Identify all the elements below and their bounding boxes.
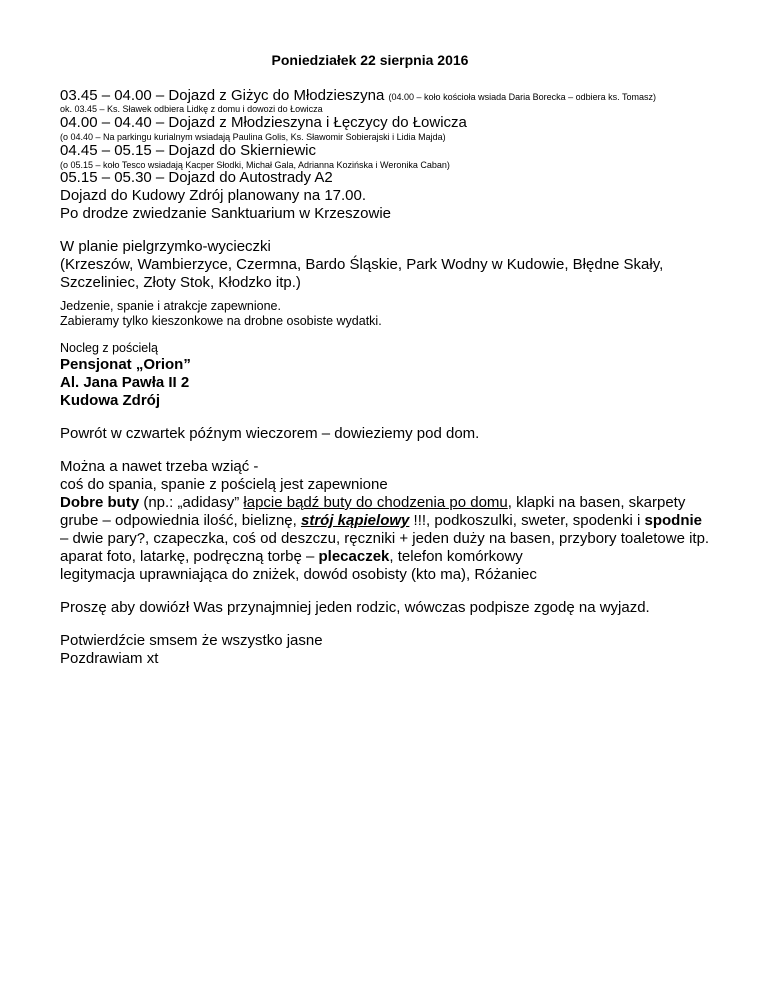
- schedule-line-3: 04.45 – 05.15 – Dojazd do Skierniewic: [60, 142, 316, 159]
- packing-line-7: legitymacja uprawniająca do zniżek, dowód osobisty (kto ma), Różaniec: [60, 566, 537, 583]
- schedule-line-1-note: (04.00 – koło kościoła wsiada Daria Borecka – odbiera ks. Tomasz): [388, 92, 656, 102]
- info-line-1: Jedzenie, spanie i atrakcje zapewnione.: [60, 299, 281, 313]
- info-line-2: Zabieramy tylko kieszonkowe na drobne osobiste wydatki.: [60, 314, 382, 328]
- closing-line-1: Potwierdźcie smsem że wszystko jasne: [60, 632, 323, 649]
- packing-line-2: coś do spania, spanie z pościelą jest zapewnione: [60, 476, 388, 493]
- packing-intro: Można a nawet trzeba wziąć -: [60, 458, 259, 475]
- lodging-name: Pensjonat „Orion”: [60, 356, 191, 373]
- plan-places-2: Szczeliniec, Złoty Stok, Kłodzko itp.): [60, 274, 301, 291]
- plan-heading: W planie pielgrzymko-wycieczki: [60, 238, 271, 255]
- schedule-line-1-main: 03.45 – 04.00 – Dojazd z Giżyc do Młodzieszyna: [60, 87, 385, 104]
- shoes-bold: Dobre buty: [60, 494, 140, 511]
- slippers-underlined: łapcie bądź buty do chodzenia po domu: [243, 494, 508, 511]
- trousers-bold: spodnie: [644, 512, 703, 529]
- lodging-street: Al. Jana Pawła II 2: [60, 374, 190, 391]
- packing-line-6-b: , telefon komórkowy: [389, 548, 523, 565]
- after-slippers: , klapki na basen, skarpety: [507, 494, 686, 511]
- packing-line-4: [60, 512, 740, 530]
- schedule-note-1: ok. 03.45 – Ks. Sławek odbiera Lidkę z domu i dowozi do Łowicza: [60, 104, 323, 114]
- shoes-text: (np.: „adidasy”: [139, 494, 244, 511]
- lodging-city: Kudowa Zdrój: [60, 392, 160, 409]
- page-title: Poniedziałek 22 sierpnia 2016: [271, 52, 469, 68]
- packing-line-4-a: grube – odpowiednia ilość, bieliznę,: [60, 512, 301, 529]
- backpack-bold: plecaczek: [318, 548, 390, 565]
- schedule-line-2: 04.00 – 04.40 – Dojazd z Młodzieszyna i Łęczycy do Łowicza: [60, 114, 467, 131]
- return-info: Powrót w czwartek późnym wieczorem – dowieziemy pod dom.: [60, 425, 480, 442]
- closing-line-2: Pozdrawiam xt: [60, 650, 159, 667]
- packing-line-4-b: !!!, podkoszulki, sweter, spodenki i: [409, 512, 645, 529]
- schedule-line-1: [60, 87, 740, 105]
- plan-places-1: (Krzeszów, Wambierzyce, Czermna, Bardo Śląskie, Park Wodny w Kudowie, Błędne Skały,: [60, 256, 664, 273]
- schedule-line-6: Po drodze zwiedzanie Sanktuarium w Krzeszowie: [60, 205, 391, 222]
- lodging-label: Nocleg z pościelą: [60, 341, 158, 355]
- packing-line-3: [60, 494, 740, 512]
- schedule-note-3: (o 05.15 – koło Tesco wsiadają Kacper Słodki, Michał Gala, Adrianna Kozińska i Weronika Caban): [60, 160, 450, 170]
- parent-request: Proszę aby dowiózł Was przynajmniej jeden rodzic, wówczas podpisze zgodę na wyjazd.: [60, 599, 650, 616]
- swimsuit-emphasis: strój kąpielowy: [301, 512, 410, 529]
- packing-line-6-a: aparat foto, latarkę, podręczną torbę –: [60, 548, 319, 565]
- packing-line-5: – dwie pary?, czapeczka, coś od deszczu, ręczniki + jeden duży na basen, przybory toaletowe itp.: [60, 530, 710, 547]
- packing-line-6: [60, 548, 740, 566]
- schedule-line-4: 05.15 – 05.30 – Dojazd do Autostrady A2: [60, 169, 333, 186]
- schedule-note-2: (o 04.40 – Na parkingu kurialnym wsiadają Paulina Golis, Ks. Sławomir Sobierajski i Lidia Majda): [60, 132, 446, 142]
- schedule-line-5: Dojazd do Kudowy Zdrój planowany na 17.00.: [60, 187, 367, 204]
